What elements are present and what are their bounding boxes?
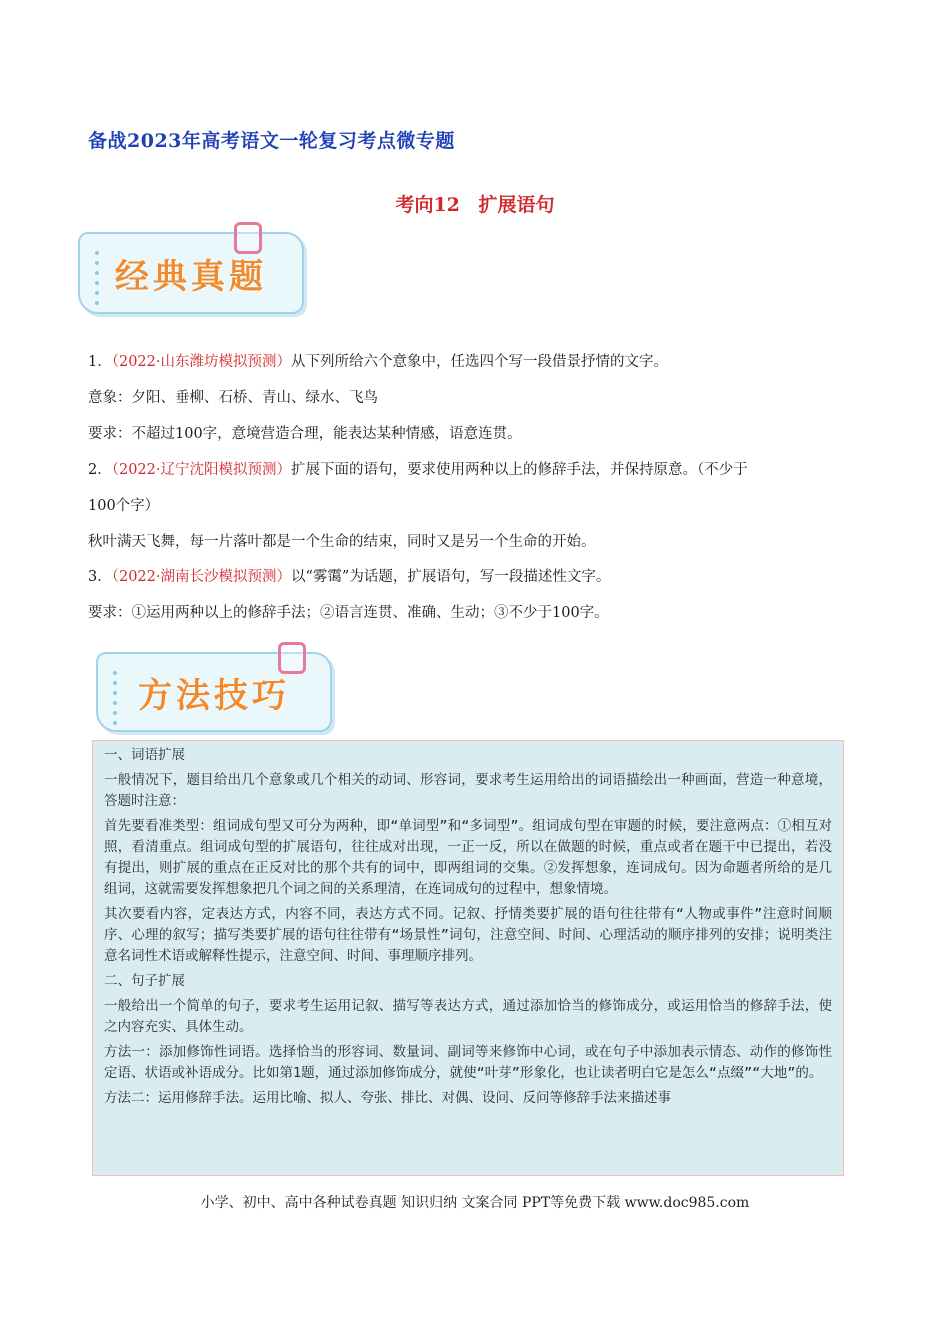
method-tips-box [92,740,844,1176]
classic-questions-label: 经典真题 [115,256,267,297]
question-3-line: 要求：①运用两种以上的修辞手法；②语言连贯、准确、生动；③不少于100字。 [88,605,609,621]
method-paragraph: 一般给出一个简单的句子，要求考生运用记叙、描写等表达方式，通过添加恰当的修饰成分，或运用恰当的修辞手法，使之内容充实、具体生动。 [104,998,832,1035]
method-paragraph: 方法一：添加修饰性词语。选择恰当的形容词、数量词、副词等来修饰中心词，或在句子中添加表示情态、动作的修饰性定语、状语或补语成分。比如第1题，通过添加修饰成分，就使“叶芽”形象化，也让读者明白它是怎么“点缀”“大地”的。 [104,1044,832,1081]
paper-clip-icon [278,642,306,674]
topic-name: 扩展语句 [478,194,555,216]
paper-clip-icon [234,222,262,254]
question-3 [88,567,610,587]
method-paragraph: 一般情况下，题目给出几个意象或几个相关的动词、形容词，要求考生运用给出的词语描绘出一种画面，营造一种意境，答题时注意： [104,772,832,809]
question-number: 2． [88,462,112,478]
topic-label: 考向12 [395,194,460,216]
method-tips-label: 方法技巧 [138,675,290,716]
question-2-line: 100个字） [88,498,160,514]
topic-heading [0,190,950,217]
page-footer: 小学、初中、高中各种试卷真题 知识归纳 文案合同 PPT等免费下载 www.doc985.com [200,1195,750,1211]
dots-decoration [92,248,102,308]
question-2-line: 秋叶满天飞舞，每一片落叶都是一个生命的结束，同时又是另一个生命的开始。 [88,534,596,550]
question-number: 3． [88,569,112,585]
question-2 [88,460,748,480]
classic-questions-badge [78,232,304,314]
question-text: 扩展下面的语句，要求使用两种以上的修辞手法，并保持原意。（不少于 [291,462,748,478]
document-title: 备战2023年高考语文一轮复习考点微专题 [88,130,455,152]
question-1 [88,352,668,372]
method-paragraph: 一、词语扩展 [104,747,185,763]
method-paragraph: 二、句子扩展 [104,973,185,989]
method-paragraph: 方法二：运用修辞手法。运用比喻、拟人、夸张、排比、对偶、设问、反问等修辞手法来描述事 [104,1090,671,1106]
question-source: （2022·湖南长沙模拟预测） [111,569,291,585]
question-1-line: 意象：夕阳、垂柳、石桥、青山、绿水、飞鸟 [88,390,378,406]
question-text: 从下列所给六个意象中，任选四个写一段借景抒情的文字。 [291,354,668,370]
dots-decoration [110,668,120,728]
question-source: （2022·辽宁沈阳模拟预测） [111,462,291,478]
method-tips-badge [96,652,332,732]
question-text: 以“雾霭”为话题，扩展语句，写一段描述性文字。 [291,569,611,585]
question-source: （2022·山东潍坊模拟预测） [111,354,291,370]
method-paragraph: 其次要看内容，定表达方式，内容不同，表达方式不同。记叙、抒情类要扩展的语句往往带有“人物或事件”注意时间顺序、心理的叙写；描写类要扩展的语句往往带有“场景性”词句，注意空间、时间、心理活动的顺序排列的安排；说明类注意名词性术语或解释性提示，注意空间、时间、事理顺序排列。 [104,906,832,964]
method-paragraph: 首先要看准类型：组词成句型又可分为两种，即“单词型”和“多词型”。组词成句型在审题的时候，要注意两点：①相互对照，看清重点。组词成句型的扩展语句，往往成对出现，一正一反，所以在做题的时候，重点或者在题干中已提出，若没有提出，则扩展的重点在正反对比的那个共有的词中，即两组词的交集。②发挥想象，连词成句。因为命题者所给的是几组词，这就需要发挥想象把几个词之间的关系理清，在连词成句的过程中，想象情境。 [104,818,832,897]
question-number: 1． [88,354,112,370]
question-1-line: 要求：不超过100字，意境营造合理，能表达某种情感，语意连贯。 [88,426,522,442]
